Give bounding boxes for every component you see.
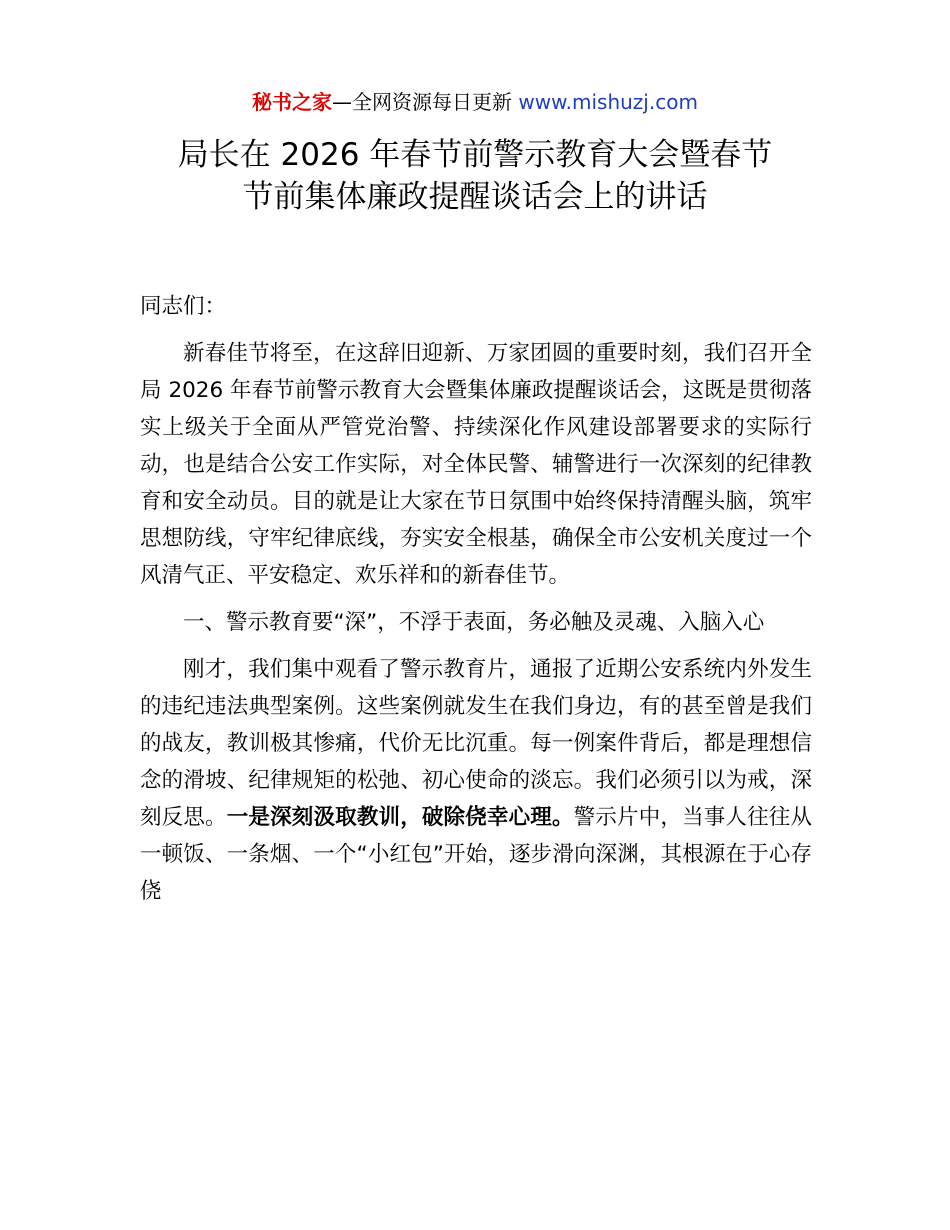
- site-header: [0, 88, 950, 116]
- title-line-2: 节前集体廉政提醒谈话会上的讲话: [242, 179, 708, 215]
- bold-point-1: 一是深刻汲取教训，破除侥幸心理。: [226, 805, 574, 830]
- paragraph-text-continued: 警示片中，当事人往往从一顿饭、一条烟、一个“小红包”开始，逐步滑向深渊，其根源在于心存侥: [140, 805, 812, 904]
- paragraph-warning-education: [140, 651, 812, 910]
- title-line-1: 局长在 2026 年春节前警示教育大会暨春节: [177, 137, 773, 173]
- section-heading-1: 一、警示教育要“深”，不浮于表面，务必触及灵魂、入脑入心: [183, 610, 765, 635]
- document-body: [140, 288, 812, 920]
- document-title: [100, 134, 850, 218]
- salutation: 同志们：: [140, 294, 227, 319]
- brand-name: 秘书之家: [252, 90, 333, 114]
- site-slogan: —全网资源每日更新: [332, 90, 513, 114]
- paragraph-text: 刚才，我们集中观看了警示教育片，通报了近期公安系统内外发生的违纪违法典型案例。这些案例就发生在我们身边，有的甚至曾是我们的战友，教训极其惨痛，代价无比沉重。每一例案件背后，都是理想信念的滑坡、纪律规矩的松弛、初心使命的淡忘。我们必须引以为戒，深刻反思。: [140, 657, 812, 830]
- site-url-link[interactable]: www.mishuzj.com: [518, 90, 698, 114]
- paragraph-intro: 新春佳节将至，在这辞旧迎新、万家团圆的重要时刻，我们召开全局 2026 年春节前警示教育大会暨集体廉政提醒谈话会，这既是贯彻落实上级关于全面从严管党治警、持续深化作风建设部署要求的实际行动，也是结合公安工作实际，对全体民警、辅警进行一次深刻的纪律教育和安全动员。目的就是让大家在节日氛围中始终保持清醒头脑，筑牢思想防线，守牢纪律底线，夯实安全根基，确保全市公安机关度过一个风清气正、平安稳定、欢乐祥和的新春佳节。: [140, 341, 812, 588]
